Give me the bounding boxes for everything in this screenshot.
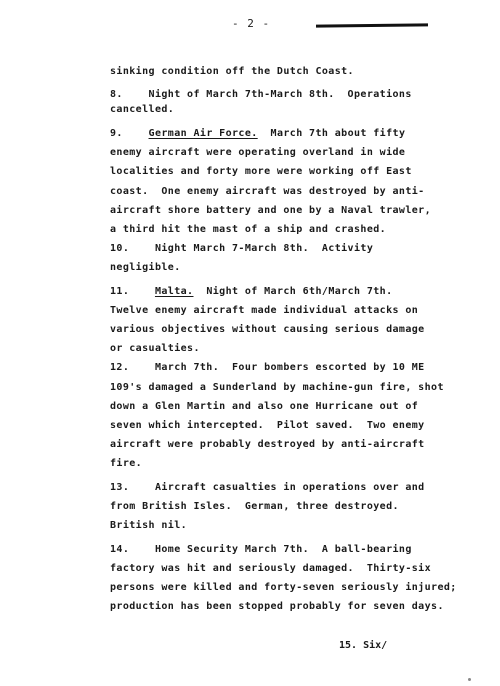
text-line: factory was hit and seriously damaged. Thirty-six (110, 563, 432, 574)
line-rest: March 7th about fifty (257, 128, 406, 139)
text-line: various objectives without causing serious damage (110, 324, 425, 335)
text-line: production has been stopped probably for seven days. (110, 601, 444, 612)
section-heading: Malta. (154, 286, 194, 297)
text-line: 10. Night March 7-March 8th. Activity (110, 243, 374, 254)
text-line: 13. Aircraft casualties in operations over and (110, 482, 425, 493)
line-prefix: 11. (110, 286, 155, 297)
text-line: aircraft shore battery and one by a Naval trawler, (110, 205, 432, 216)
text-line: localities and forty more were working off East (110, 166, 412, 177)
text-line: Twelve enemy aircraft made individual attacks on (110, 305, 419, 316)
line-rest: Night of March 6th/March 7th. (193, 286, 393, 297)
text-line: enemy aircraft were operating overland in wide (110, 147, 406, 158)
text-line: aircraft were probably destroyed by anti-aircraft (110, 439, 425, 450)
text-line: sinking condition off the Dutch Coast. (110, 66, 354, 77)
text-line: from British Isles. German, three destroyed. (110, 501, 399, 512)
text-line: coast. One enemy aircraft was destroyed by anti- (110, 186, 425, 197)
line-prefix: 9. (110, 128, 149, 139)
text-line: fire. (110, 458, 143, 469)
text-line: 8. Night of March 7th-March 8th. Operations (110, 89, 412, 100)
page-speck (468, 678, 471, 681)
text-line: cancelled. (110, 104, 175, 115)
text-line: negligible. (110, 262, 181, 273)
text-line (110, 128, 405, 140)
text-line: 12. March 7th. Four bombers escorted by 10 ME (110, 362, 425, 373)
text-line: a third hit the mast of a ship and crashed. (110, 224, 387, 235)
catchword: 15. Six/ (339, 640, 388, 651)
text-line (110, 286, 393, 298)
text-line: or casualties. (110, 343, 200, 354)
text-line: British nil. (110, 520, 188, 531)
text-line: seven which intercepted. Pilot saved. Two enemy (110, 420, 425, 431)
header-rule (316, 23, 428, 27)
section-heading: German Air Force. (148, 128, 258, 139)
text-line: 14. Home Security March 7th. A ball-bearing (110, 544, 412, 555)
text-line: persons were killed and forty-seven seriously injured; (110, 582, 457, 593)
text-line: 109's damaged a Sunderland by machine-gun fire, shot (110, 382, 444, 393)
page-number: - 2 - (232, 17, 271, 30)
text-line: down a Glen Martin and also one Hurricane out of (110, 401, 419, 412)
